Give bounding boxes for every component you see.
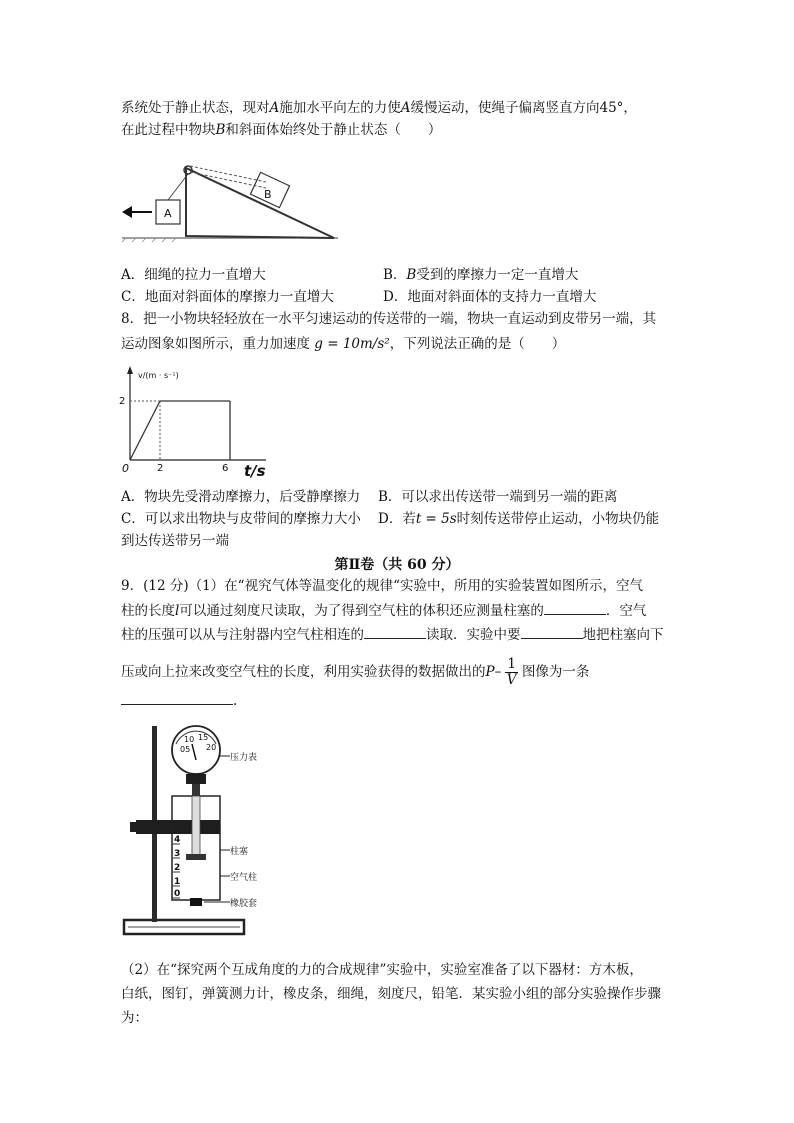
q9-apparatus-figure xyxy=(120,722,280,940)
y-tick-2: 2 xyxy=(119,396,126,407)
scale-number: 3 xyxy=(174,849,181,859)
var-a: A xyxy=(269,100,280,116)
q8-option-b: B．可以求出传送带一端到另一端的距离 xyxy=(378,489,618,505)
gauge-tick: 10 xyxy=(184,735,195,744)
q8-option-d-continued: 到达传送带另一端 xyxy=(121,533,229,549)
gauge-tick: 20 xyxy=(206,743,217,752)
gravity-formula: g = 10m/s² xyxy=(314,336,390,352)
y-axis-label: v/(m · s⁻¹) xyxy=(138,371,179,380)
q9-part2-line3: 为： xyxy=(121,1010,148,1026)
q9-line3: 柱的压强可以从与注射器内空气柱相连的 读取．实验中要 地把柱塞向下 xyxy=(121,624,664,645)
gauge-tick: 05 xyxy=(180,745,191,754)
q8-option-d: D．若t = 5s时刻传送带停止运动，小物块仍能 xyxy=(378,511,660,527)
q8-option-c: C．可以求出物块与皮带间的摩擦力大小 xyxy=(121,511,361,527)
q8-stem-line1: 8．把一小物块轻轻放在一水平匀速运动的传送带的一端，物块一直运动到皮带另一端，其 xyxy=(121,311,657,327)
var-a: A xyxy=(400,100,411,116)
q7-stem-line2: 在此过程中物块B和斜面体始终处于静止状态（ ） xyxy=(121,122,442,138)
x-axis-label: t/s xyxy=(244,462,266,480)
origin-label: 0 xyxy=(122,462,129,475)
gauge-tick: 15 xyxy=(198,733,209,742)
q7-option-b: B．B受到的摩擦力一定一直增大 xyxy=(383,267,579,283)
q7-option-a: A．细绳的拉力一直增大 xyxy=(121,267,266,283)
var-b: B xyxy=(215,122,226,138)
scale-number: 1 xyxy=(174,877,181,887)
rubber-cap-label: 橡胶套 xyxy=(230,899,258,909)
plunger-label: 柱塞 xyxy=(230,847,249,857)
section-title: 第Ⅱ卷（共 60 分） xyxy=(334,557,460,573)
block-a-label: A xyxy=(164,207,172,220)
fraction-1-over-v: $\frac{1}{V}$ xyxy=(506,656,517,688)
q9-part2-line2: 白纸，图钉，弹簧测力计，橡皮条，细绳，刻度尺，铅笔．某实验小组的部分实验操作步骤 xyxy=(121,986,661,1002)
air-column-label: 空气柱 xyxy=(230,873,258,883)
q7-option-d: D．地面对斜面体的支持力一直增大 xyxy=(383,289,597,305)
x-tick-6: 6 xyxy=(222,463,229,474)
scale-number: 4 xyxy=(174,835,181,845)
answer-blank-1[interactable] xyxy=(544,600,606,615)
q7-stem-line1: 系统处于静止状态，现对A施加水平向左的力使A缓慢运动，使绳子偏离竖直方向45°， xyxy=(121,100,637,116)
gauge-label: 压力表 xyxy=(230,753,258,763)
q7-incline-figure xyxy=(118,158,348,244)
q9-line5: . xyxy=(121,690,237,711)
answer-blank-4[interactable] xyxy=(121,690,233,705)
q9-line4: 压或向上拉来改变空气柱的长度，利用实验获得的数据做出的P– $\frac{1}{V}$ 图像为一条 xyxy=(121,656,590,688)
answer-blank-3[interactable] xyxy=(521,624,583,639)
block-b-label: B xyxy=(264,188,272,201)
q9-part2-line1: （2）在“探究两个互成角度的力的合成规律”实验中，实验室准备了以下器材：方木板， xyxy=(121,962,643,978)
q9-line2: 柱的长度l可以通过刻度尺读取，为了得到空气柱的体积还应测量柱塞的 ．空气 xyxy=(121,600,646,621)
q8-stem-line2: 运动图象如图所示，重力加速度 g = 10m/s²，下列说法正确的是（ ） xyxy=(121,336,566,352)
q9-line1: 9．(12 分)（1）在“视究气体等温变化的规律“实验中，所用的实验装置如图所示，空气 xyxy=(121,578,643,594)
scale-number: 2 xyxy=(174,863,181,873)
answer-blank-2[interactable] xyxy=(364,624,426,639)
scale-number: 0 xyxy=(174,889,181,899)
x-tick-2: 2 xyxy=(157,463,164,474)
q8-option-a: A．物块先受滑动摩擦力，后受静摩擦力 xyxy=(121,489,361,505)
q7-option-c: C．地面对斜面体的摩擦力一直增大 xyxy=(121,289,334,305)
q8-vt-graph xyxy=(116,364,286,480)
